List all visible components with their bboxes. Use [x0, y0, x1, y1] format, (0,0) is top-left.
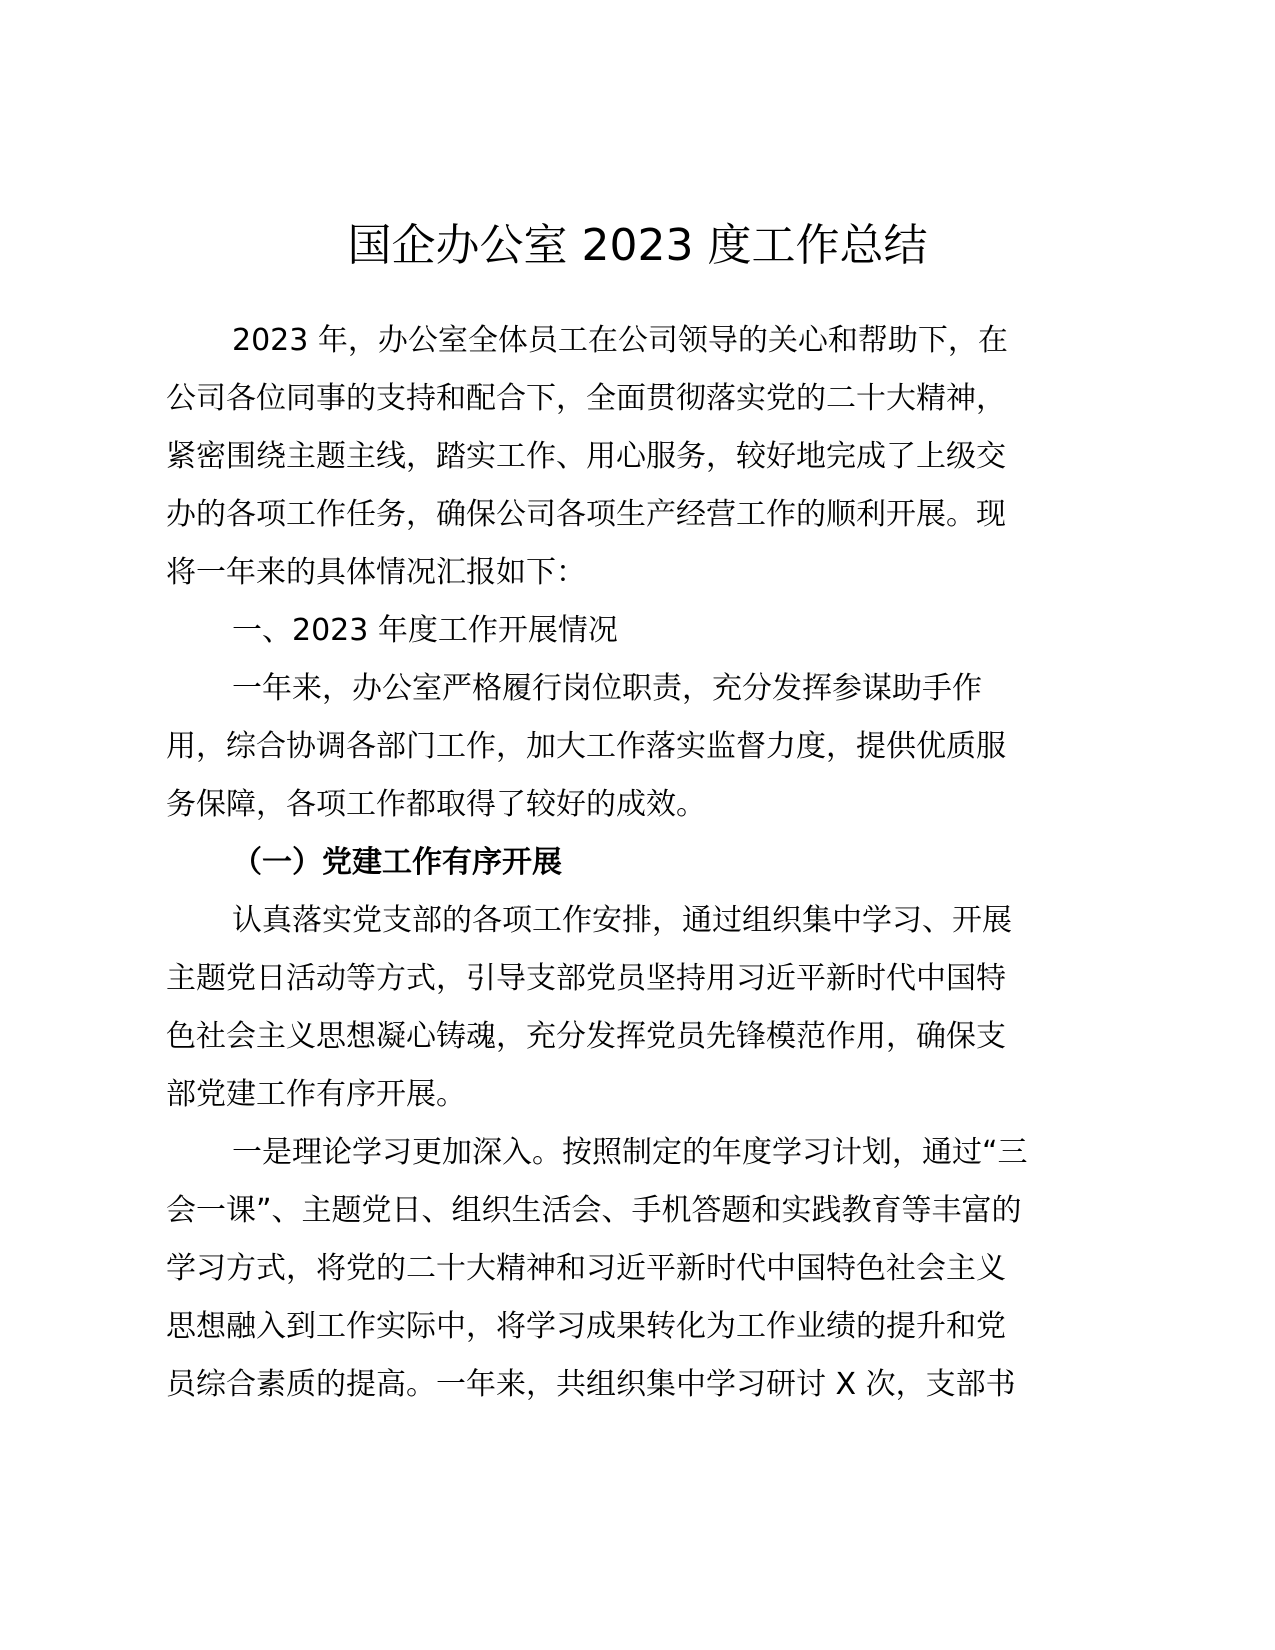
text-line: 色社会主义思想凝心铸魂，充分发挥党员先锋模范作用，确保支: [166, 1019, 1006, 1054]
text-line: 公司各位同事的支持和配合下，全面贯彻落实党的二十大精神，: [166, 381, 1006, 416]
text-line: 务保障，各项工作都取得了较好的成效。: [166, 787, 706, 822]
text-line: 学习方式，将党的二十大精神和习近平新时代中国特色社会主义: [166, 1251, 1006, 1286]
paragraph-first-line: 2023 年，办公室全体员工在公司领导的关心和帮助下，在: [232, 323, 1008, 358]
text-line: 思想融入到工作实际中，将学习成果转化为工作业绩的提升和党: [166, 1309, 1006, 1344]
document-body: [166, 312, 1126, 1414]
subsection-heading: （一）党建工作有序开展: [232, 845, 562, 880]
text-line: 会一课”、主题党日、组织生活会、手机答题和实践教育等丰富的: [166, 1193, 1022, 1228]
text-line: 员综合素质的提高。一年来，共组织集中学习研讨 X 次，支部书: [166, 1367, 1016, 1402]
paragraph-first-line: 一年来，办公室严格履行岗位职责，充分发挥参谋助手作: [232, 671, 982, 706]
text-line: 用，综合协调各部门工作，加大工作落实监督力度，提供优质服: [166, 729, 1006, 764]
paragraph-first-line: 认真落实党支部的各项工作安排，通过组织集中学习、开展: [232, 903, 1012, 938]
text-line: 部党建工作有序开展。: [166, 1077, 466, 1112]
document-title: 国企办公室 2023 度工作总结: [347, 220, 928, 271]
section-heading: 一、2023 年度工作开展情况: [232, 613, 618, 648]
text-line: 办的各项工作任务，确保公司各项生产经营工作的顺利开展。现: [166, 497, 1006, 532]
text-line: 主题党日活动等方式，引导支部党员坚持用习近平新时代中国特: [166, 961, 1006, 996]
text-line: 紧密围绕主题主线，踏实工作、用心服务，较好地完成了上级交: [166, 439, 1006, 474]
text-line: 将一年来的具体情况汇报如下：: [166, 555, 586, 590]
paragraph-first-line: 一是理论学习更加深入。按照制定的年度学习计划，通过“三: [232, 1135, 1028, 1170]
